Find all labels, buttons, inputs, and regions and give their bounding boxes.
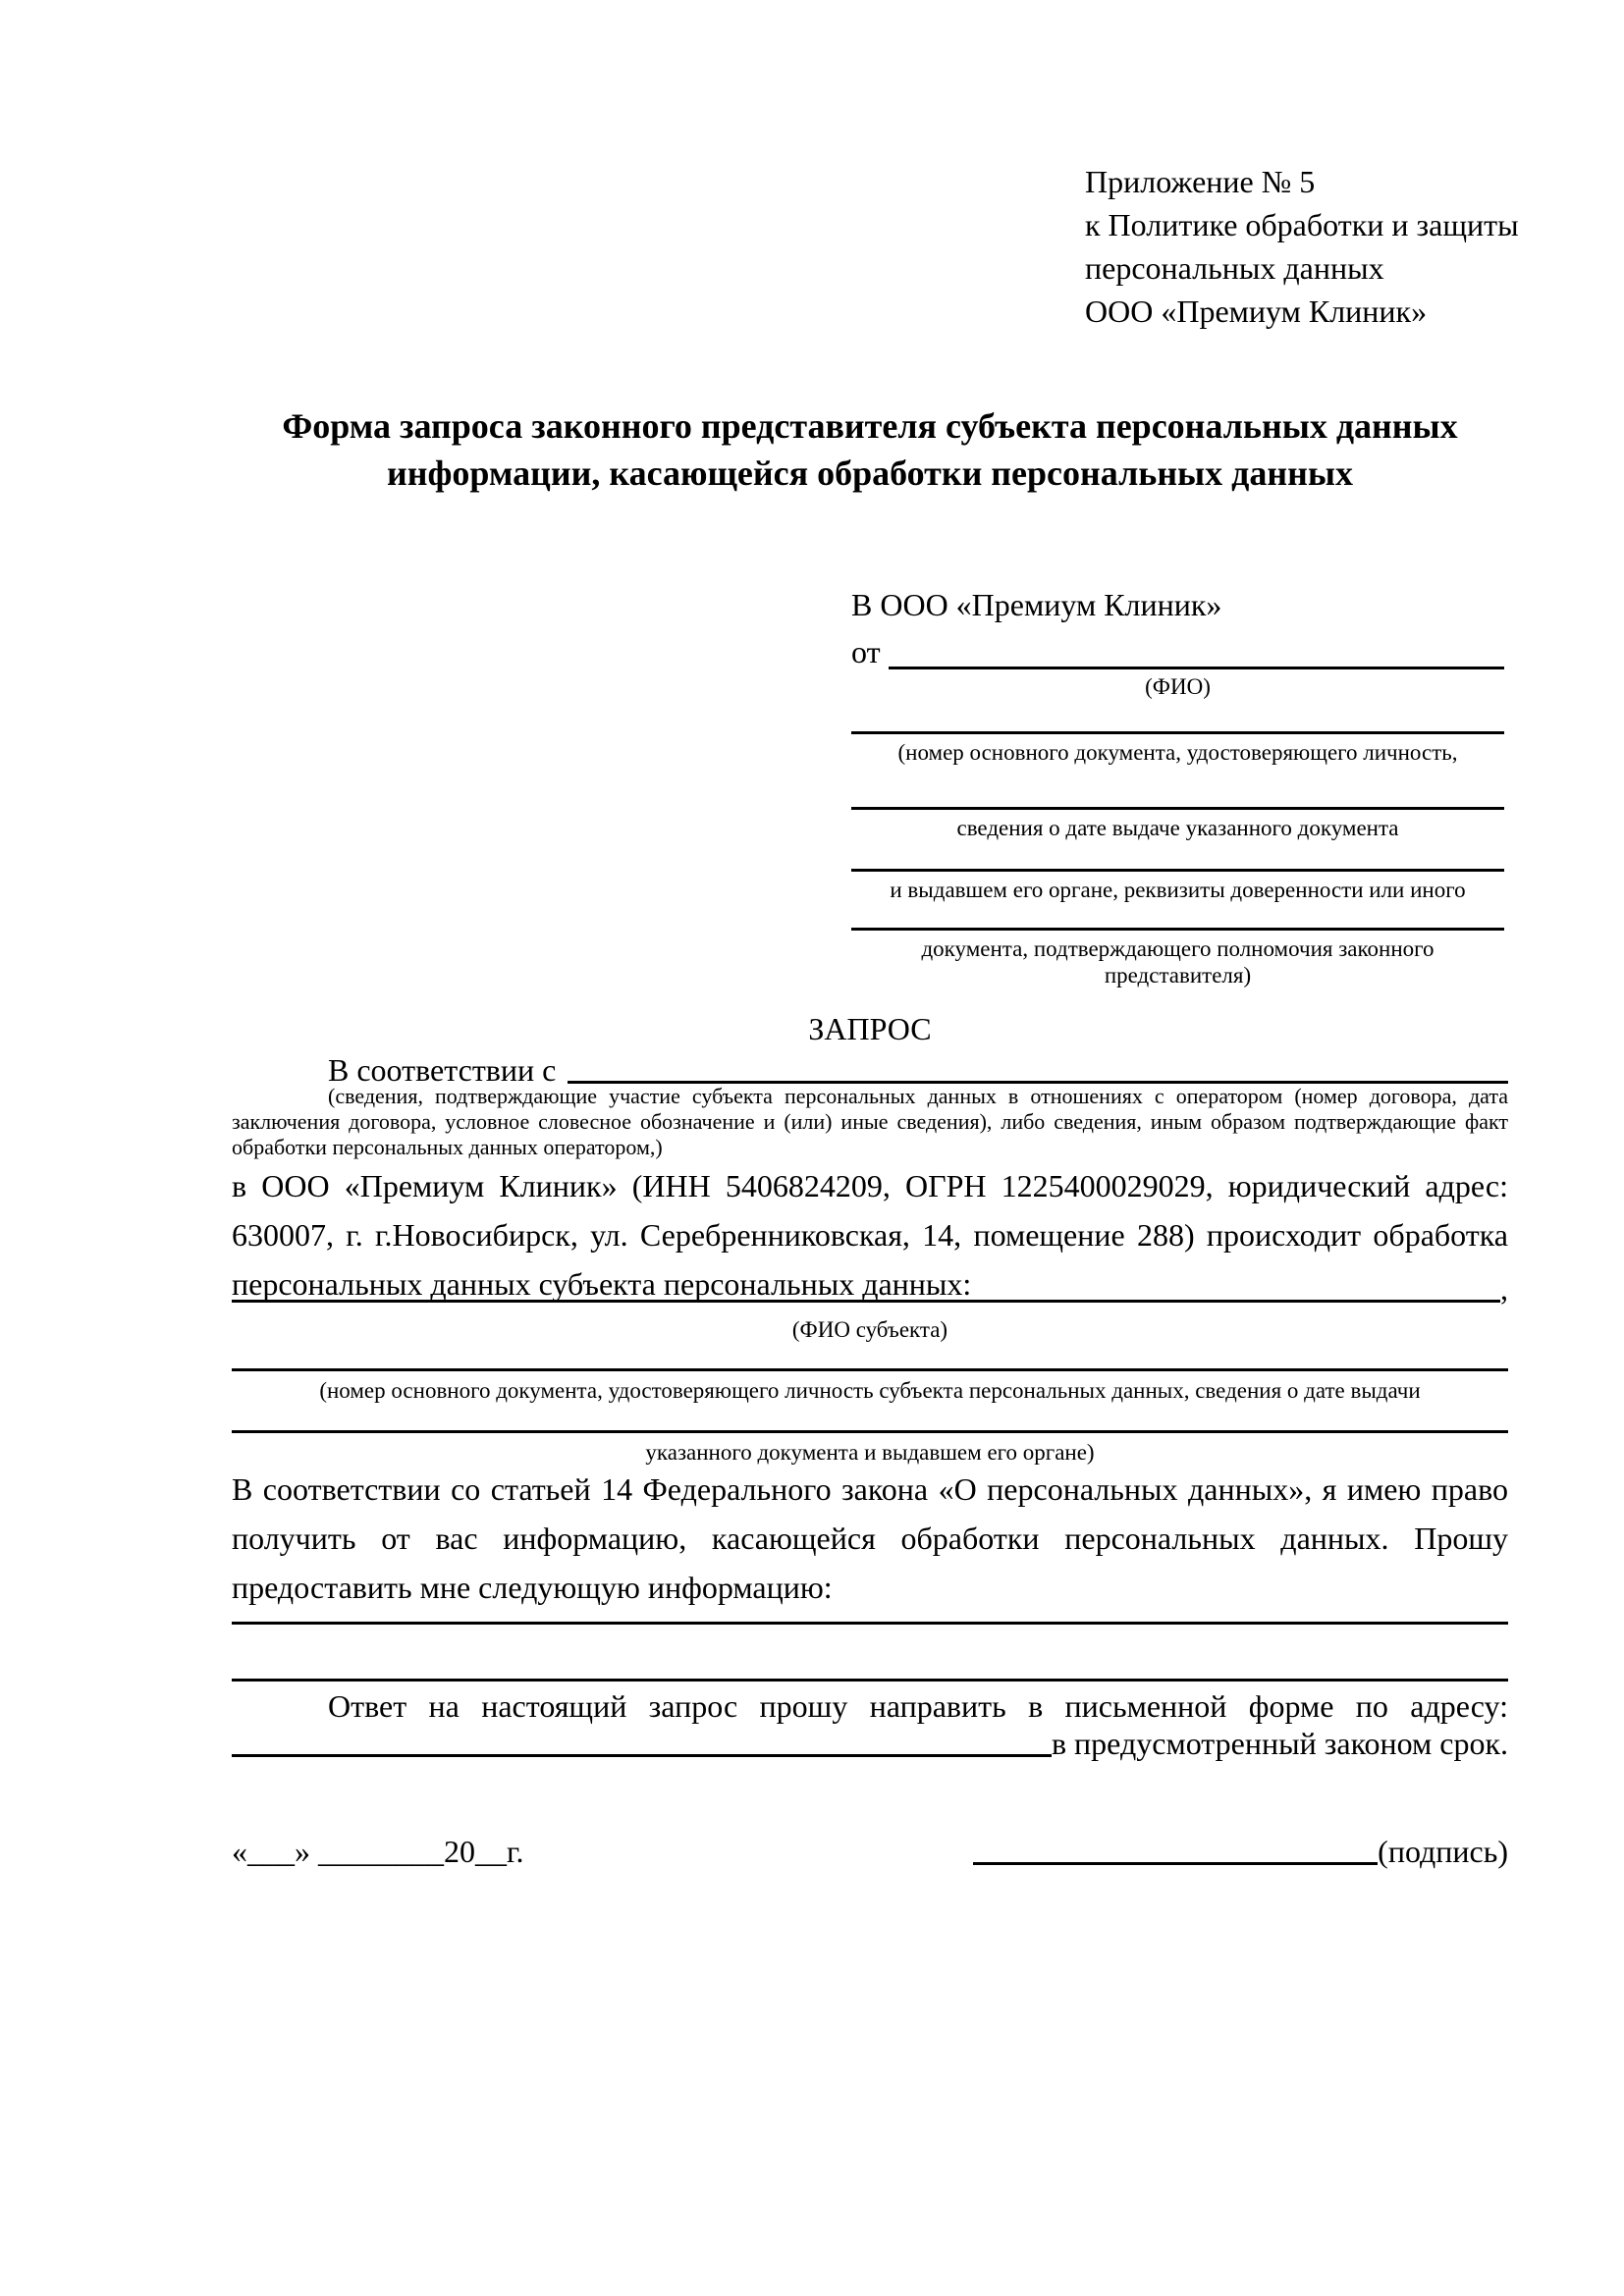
authority-document-field-line xyxy=(851,928,1504,931)
issuing-authority-field-line xyxy=(851,869,1504,872)
appendix-line-2: к Политике обработки и защиты xyxy=(1085,207,1519,242)
answer-paragraph: Ответ на настоящий запрос прошу направить в письменной форме по адресу: xyxy=(328,1688,1508,1724)
appendix-line-1: Приложение № 5 xyxy=(1085,164,1316,199)
authority-document-field-caption: документа, подтверждающего полномочия законного представителя) xyxy=(921,936,1435,988)
addressee-to: В ООО «Премиум Клиник» xyxy=(851,587,1222,622)
intro-prefix: В соответствии с xyxy=(328,1052,557,1088)
subject-authority-field-caption: указанного документа и выдавшем его органе) xyxy=(645,1440,1095,1465)
answer-address-field-line xyxy=(232,1754,1052,1757)
fio-field-line xyxy=(889,667,1504,669)
document-title-line-2: информации, касающейся обработки персональных данных xyxy=(387,454,1353,493)
intro-caption: (сведения, подтверждающие участие субъекта персональных данных в отношениях с оператором (номер договора, дата заключения договора, условное словесное обозначение и (или) иные сведения), либо сведения, иным образом подтверждающие факт обработки персональных данных оператором,) xyxy=(232,1084,1508,1159)
subject-fio-caption: (ФИО субъекта) xyxy=(791,1317,948,1342)
document-title xyxy=(232,402,1508,497)
answer-address-row xyxy=(232,1725,1508,1762)
fio-field-caption: (ФИО) xyxy=(1145,674,1211,699)
subject-document-field-line xyxy=(232,1368,1508,1371)
subject-document-field-caption: (номер основного документа, удостоверяющего личность субъекта персональных данных, сведения о дате выдачи xyxy=(319,1378,1421,1403)
subject-fio-field-line xyxy=(232,1300,1500,1303)
signature-group xyxy=(973,1834,1508,1870)
footer-row xyxy=(232,1834,1508,1870)
issuing-authority-field-caption: и выдавшем его органе, реквизиты доверенности или иного xyxy=(890,878,1466,902)
appendix-line-4: ООО «Премиум Клиник» xyxy=(1085,294,1428,329)
date-field: «___» ________20__г. xyxy=(232,1834,524,1869)
signature-caption: (подпись) xyxy=(1378,1834,1508,1869)
document-number-field-caption: (номер основного документа, удостоверяющего личность, xyxy=(897,740,1458,765)
answer-suffix: в предусмотренный законом срок. xyxy=(1051,1726,1508,1761)
addressee-from-label: от xyxy=(851,634,881,669)
issue-date-field-line xyxy=(851,807,1504,810)
document-number-field-line xyxy=(851,731,1504,734)
appendix-note xyxy=(1085,160,1519,333)
request-heading: ЗАПРОС xyxy=(808,1011,932,1046)
signature-line xyxy=(973,1862,1378,1865)
information-blank-line-1 xyxy=(232,1622,1508,1625)
operator-paragraph: в ООО «Премиум Клиник» (ИНН 5406824209, ОГРН 1225400029029, юридический адрес: 630007, г. г.Новосибирск, ул. Серебренниковская, 14, помещение 288) происходит обработка персональных данных субъекта персональных данных: xyxy=(232,1168,1508,1302)
law-paragraph: В соответствии со статьей 14 Федерального закона «О персональных данных», я имею право получить от вас информацию, касающейся обработки персональных данных. Прошу предоставить мне следующую информацию: xyxy=(232,1471,1508,1605)
appendix-line-3: персональных данных xyxy=(1085,250,1384,286)
issue-date-field-caption: сведения о дате выдаче указанного документа xyxy=(956,816,1399,840)
document-title-line-1: Форма запроса законного представителя субъекта персональных данных xyxy=(282,406,1458,446)
information-blank-line-2 xyxy=(232,1679,1508,1682)
subject-fio-row xyxy=(232,1271,1508,1308)
subject-authority-field-line xyxy=(232,1430,1508,1433)
subject-fio-comma: , xyxy=(1500,1271,1508,1307)
